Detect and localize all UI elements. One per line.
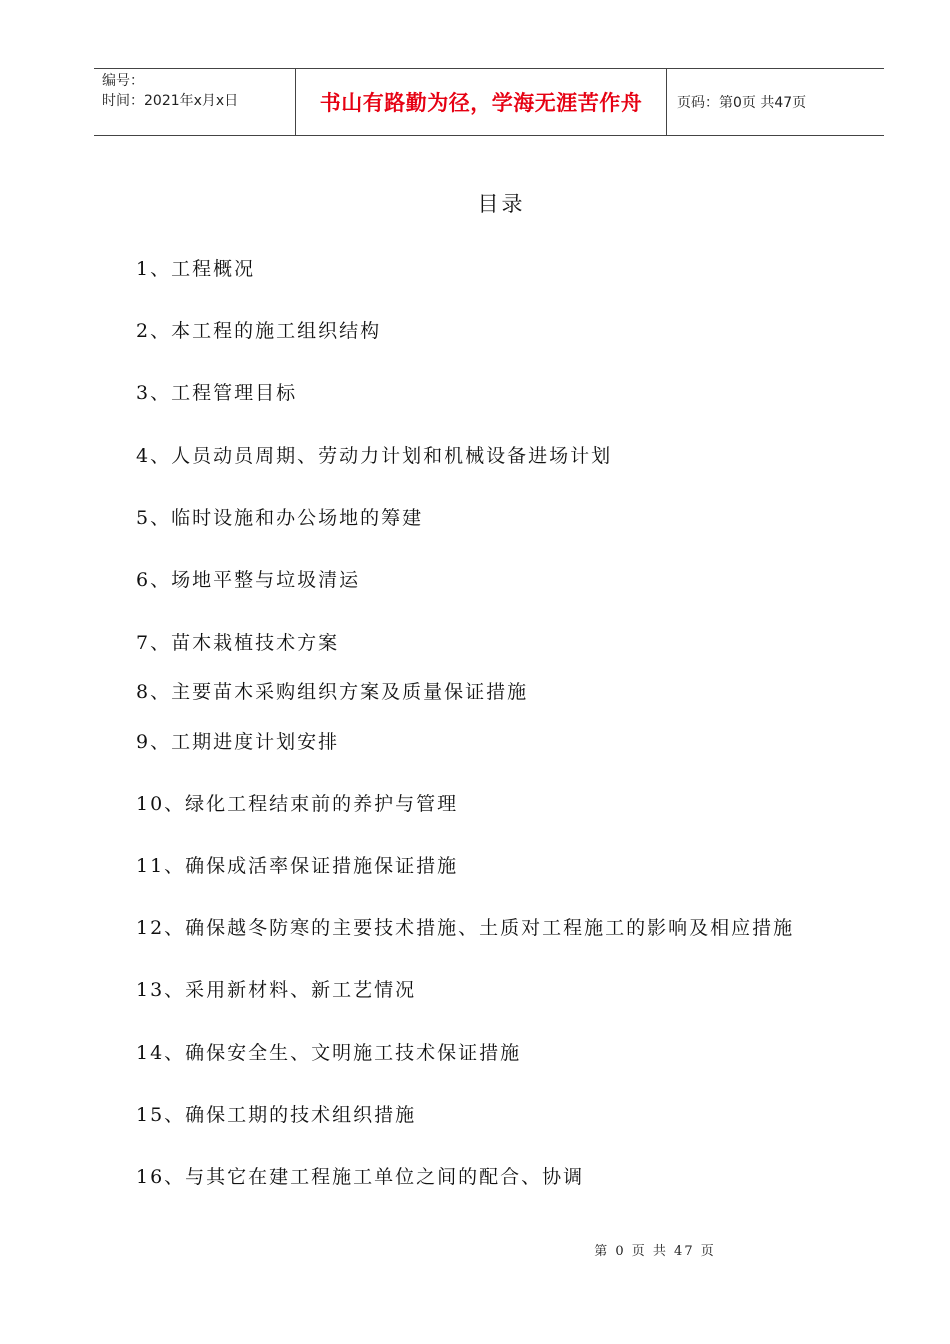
toc-item: 4、人员动员周期、劳动力计划和机械设备进场计划 <box>136 445 613 467</box>
toc-item: 12、确保越冬防寒的主要技术措施、土质对工程施工的影响及相应措施 <box>136 917 795 939</box>
toc-item: 14、确保安全生、文明施工技术保证措施 <box>136 1042 522 1064</box>
page-header <box>94 68 884 136</box>
toc-item: 15、确保工期的技术组织措施 <box>136 1104 417 1126</box>
header-meta <box>94 69 295 135</box>
toc-item: 13、采用新材料、新工艺情况 <box>136 979 417 1001</box>
toc-item: 1、工程概况 <box>136 258 256 280</box>
document-time: 时间：2021年x月x日 <box>102 93 239 109</box>
toc-item: 6、场地平整与垃圾清运 <box>136 569 361 591</box>
toc-item: 10、绿化工程结束前的养护与管理 <box>136 793 459 815</box>
page-footer: 第 0 页 共 47 页 <box>594 1244 716 1259</box>
header-page-info: 页码：第0页 共47页 <box>677 95 807 111</box>
toc-item: 3、工程管理目标 <box>136 382 298 404</box>
toc-item: 7、苗木栽植技术方案 <box>136 632 340 654</box>
toc-item: 9、工期进度计划安排 <box>136 731 340 753</box>
toc-item: 16、与其它在建工程施工单位之间的配合、协调 <box>136 1166 585 1188</box>
document-number-label: 编号： <box>102 73 144 89</box>
page-title: 目录 <box>477 192 526 216</box>
toc-item: 11、确保成活率保证措施保证措施 <box>136 855 459 877</box>
toc-item: 8、主要苗木采购组织方案及质量保证措施 <box>136 681 529 703</box>
toc-item: 5、临时设施和办公场地的筹建 <box>136 507 424 529</box>
header-motto: 书山有路勤为径，学海无涯苦作舟 <box>295 69 667 135</box>
toc-item: 2、本工程的施工组织结构 <box>136 320 382 342</box>
